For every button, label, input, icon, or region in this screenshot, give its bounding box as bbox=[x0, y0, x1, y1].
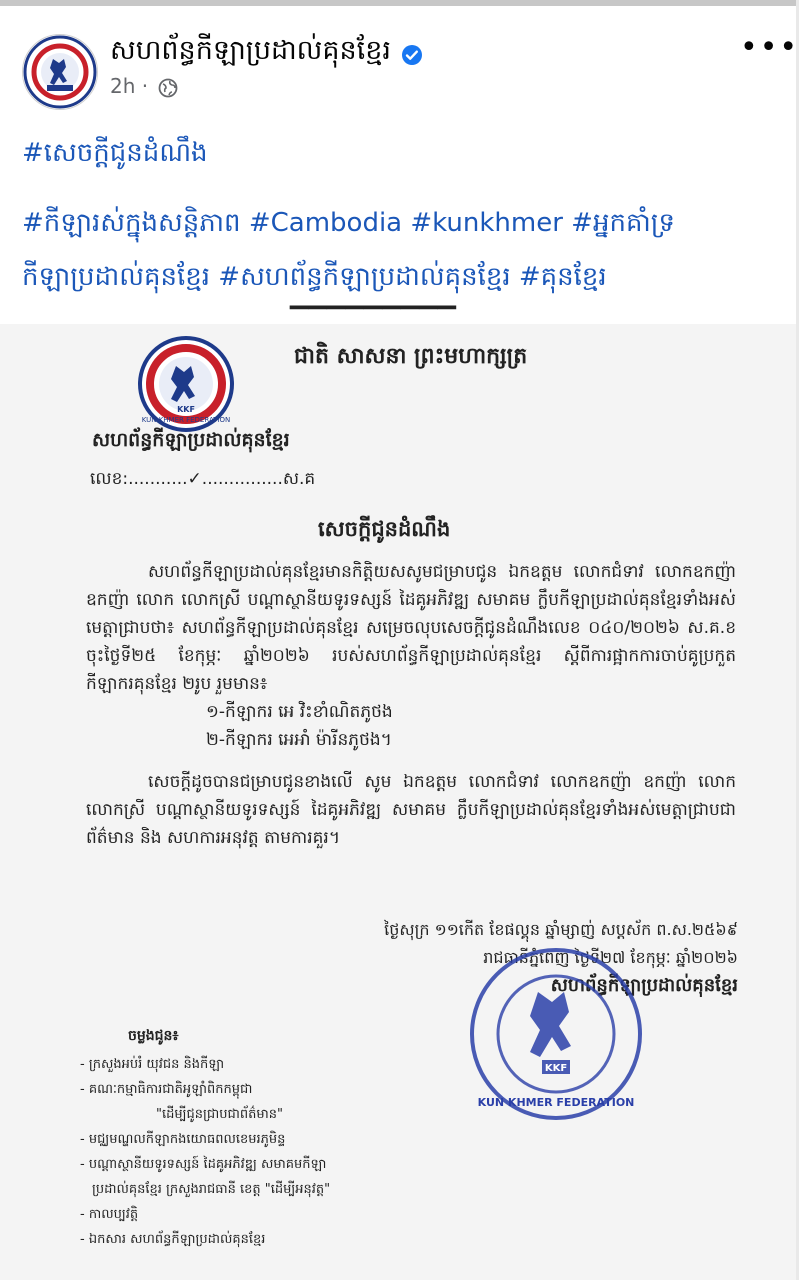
doc-sign-org: សហព័ន្ធកីឡាប្រដាល់គុនខ្មែរ bbox=[550, 975, 738, 996]
hashtag-line-1[interactable]: #សេចក្ដីជូនដំណឹង bbox=[22, 138, 208, 168]
doc-paragraph-2: សេចក្ដីដូចបានជម្រាបជូនខាងលើ សូម ឯកឧត្តម លោកជំទាវ លោកឧកញ៉ា ឧកញ៉ា លោក លោកស្រី បណ្ដាស្ថានីយទូរទស្សន៍ ដៃគូអភិវឌ្ឍ សមាគម ក្លឹបកីឡាប្រដាល់គុនខ្មែរទាំងអស់មេត្តាជ្រាបជាព័ត៌មាន និង សហការអនុវត្ត តាមការគួរ។ bbox=[86, 772, 736, 848]
official-stamp-icon bbox=[466, 944, 646, 1124]
post-image-document[interactable] bbox=[0, 306, 796, 1280]
cc-list bbox=[80, 1052, 330, 1252]
cc-item: - កាលប្បវត្តិ bbox=[80, 1207, 139, 1222]
doc-body bbox=[86, 558, 736, 852]
cc-item: - ឯកសារ សហព័ន្ធកីឡាប្រដាល់គុនខ្មែរ bbox=[80, 1232, 266, 1247]
globe-icon[interactable] bbox=[158, 78, 178, 98]
page-avatar[interactable] bbox=[22, 34, 98, 110]
doc-date: រាជធានីភ្នំពេញ ថ្ងៃទី២៧ ខែកុម្ភៈ ឆ្នាំ២០២៦ bbox=[483, 948, 738, 967]
post-meta bbox=[110, 74, 148, 98]
post-time[interactable]: 2h bbox=[110, 74, 136, 98]
doc-top-cutoff-line: ▔▔▔▔▔▔▔▔▔ bbox=[290, 306, 457, 334]
post-text bbox=[22, 126, 782, 304]
cc-item: "ដើម្បីជូនជ្រាបជាព័ត៌មាន" bbox=[156, 1107, 283, 1122]
hashtag-line-3[interactable]: កីឡាប្រដាល់គុនខ្មែរ #សហព័ន្ធកីឡាប្រដាល់គុនខ្មែរ #គុនខ្មែរ bbox=[22, 262, 607, 292]
doc-motto: ជាតិ សាសនា ព្រះមហាក្សត្រ bbox=[294, 344, 528, 369]
doc-paragraph-1: សហព័ន្ធកីឡាប្រដាល់គុនខ្មែរមានកិត្តិយសសូមជម្រាបជូន ឯកឧត្តម លោកជំទាវ លោកឧកញ៉ា ឧកញ៉ា លោក លោកស្រី បណ្ដាស្ថានីយទូរទស្សន៍ ដៃគូអភិវឌ្ឍ សមាគម ក្លឹបកីឡាប្រដាល់គុនខ្មែរទាំងអស់ មេត្តាជ្រាបថា៖ សហព័ន្ធកីឡាប្រដាល់គុនខ្មែរ សម្រេចលុបសេចក្ដីជូនដំណឹងលេខ ០៤០/២០២៦ ស.គ.ខ ចុះថ្ងៃទី២៥ ខែកុម្ភៈ ឆ្នាំ២០២៦ របស់សហព័ន្ធកីឡាប្រដាល់គុនខ្មែរ ស្ដីពីការផ្អាកការចាប់គូប្រកួត កីឡាករគុនខ្មែរ ២រូប រួមមាន៖ bbox=[86, 562, 736, 694]
stamp-abbr: KKF bbox=[544, 1063, 568, 1074]
cc-item: ប្រដាល់គុនខ្មែរ ក្រសួងរាជធានី ខេត្ត "ដើម្បីអនុវត្ត" bbox=[92, 1182, 331, 1197]
kkf-logo-icon bbox=[23, 35, 97, 109]
facebook-post bbox=[0, 6, 799, 324]
more-options-button[interactable]: ••• bbox=[740, 30, 799, 65]
cc-item: - ក្រសួងអប់រំ យុវជន និងកីឡា bbox=[80, 1057, 225, 1072]
cc-item: - បណ្ដាស្ថានីយទូរទស្សន៍ ដៃគូអភិវឌ្ឍ សមាគមកីឡា bbox=[80, 1157, 327, 1172]
doc-list-item: ១-កីឡាករ អេ វិះខាំណិតភូថង bbox=[206, 702, 393, 722]
doc-ref-number: លេខ:...........✓...............ស.គ bbox=[90, 469, 316, 489]
meta-separator: · bbox=[141, 74, 149, 98]
doc-list-item: ២-កីឡាករ អេអាំ ម៉ារីនភូថង។ bbox=[206, 730, 392, 750]
cc-title: ចម្លងជូន៖ bbox=[128, 1028, 179, 1044]
doc-org-name: សហព័ន្ធកីឡាប្រដាល់គុនខ្មែរ bbox=[92, 429, 290, 451]
page-name[interactable]: សហព័ន្ធកីឡាប្រដាល់គុនខ្មែរ bbox=[110, 35, 391, 66]
hashtag-line-2[interactable]: #កីឡារស់ក្នុងសន្តិភាព #Cambodia #kunkhmer #អ្នកគាំទ្រ bbox=[22, 208, 675, 238]
stamp-text: KUN KHMER FEDERATION bbox=[477, 1096, 635, 1109]
cc-item: - គណៈកម្មាធិការជាតិអូឡាំពិកកម្ពុជា bbox=[80, 1082, 253, 1097]
doc-logo-icon bbox=[136, 334, 236, 434]
doc-logo-abbr: KKF bbox=[177, 405, 195, 414]
verified-badge-icon bbox=[401, 44, 423, 66]
doc-logo-text: KUN KHMER FEDERATION bbox=[141, 416, 231, 424]
doc-lunar-date: ថ្ងៃសុក្រ ១១កើត ខែផល្គុន ឆ្នាំម្សាញ់ សប្តស័ក ព.ស.២៥៦៩ bbox=[384, 920, 738, 939]
cc-item: - មជ្ឈមណ្ឌលកីឡាកងយោធពលខេមរភូមិន្ទ bbox=[80, 1132, 286, 1147]
doc-title: សេចក្ដីជូនដំណឹង bbox=[318, 517, 451, 541]
